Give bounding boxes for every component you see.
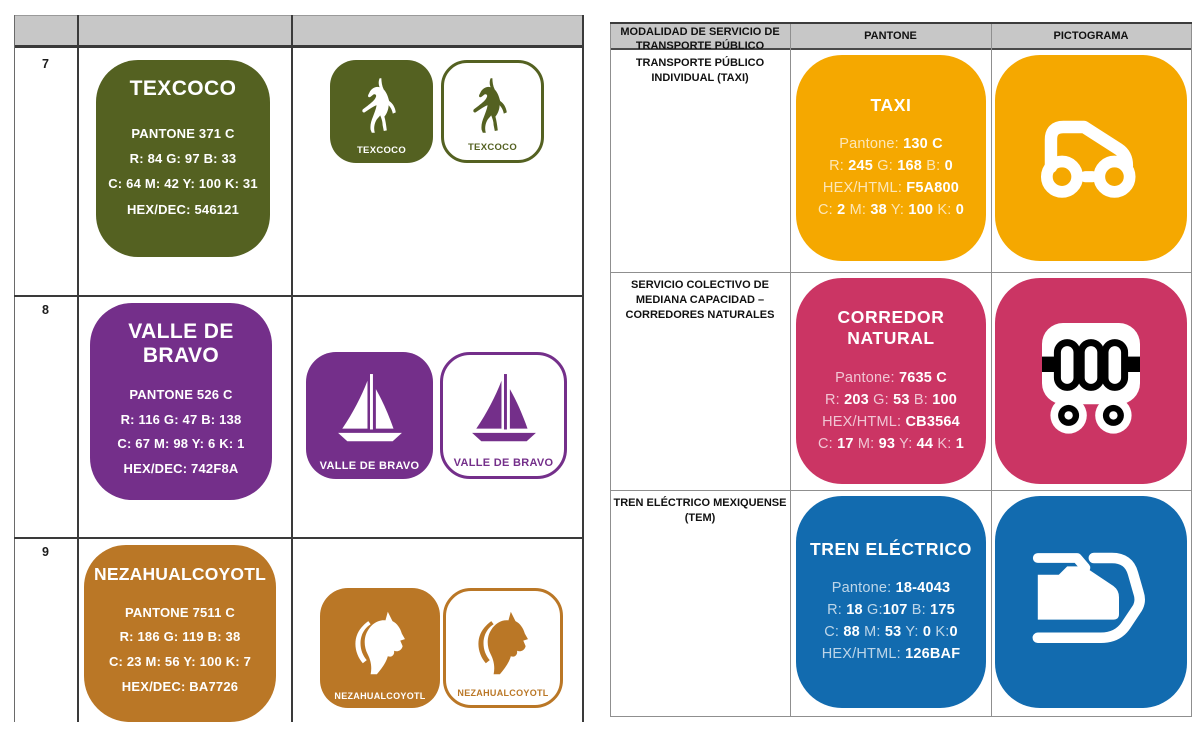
spec-cmyk: C: 88 M: 53 Y: 0 K:0 [824,624,958,641]
sailboat-icon [328,369,412,463]
pictogram-label: VALLE DE BRAVO [319,460,420,472]
table-border [1191,24,1192,717]
table-border [610,490,1192,491]
pictogram-label: NEZAHUALCOYOTL [457,688,549,698]
municipality-name: VALLE DE BRAVO [128,320,234,367]
municipal-colors-table [14,15,584,722]
natural-corridor-bus-icon [1021,309,1161,454]
taxi-pantone-card [796,55,986,261]
spec-cmyk: C: 67 M: 98 Y: 6 K: 1 [117,436,245,452]
taxi-car-icon [1022,87,1160,230]
spec-pantone: Pantone: 7635 C [835,370,947,387]
table-border [291,15,293,722]
table-border [77,15,79,722]
row-number: 7 [42,57,49,71]
color-specs [84,601,276,700]
spec-cmyk: C: 17 M: 93 Y: 44 K: 1 [817,436,965,453]
service-title: TREN ELÉCTRICO [809,538,972,559]
nezahualcoyotl-head-icon [464,604,542,692]
table-border [14,537,584,539]
nezahualcoyotl-pictogram-filled [320,588,440,708]
spec-rgb: R: 203 G: 53 B: 100 [825,392,957,409]
spec-hex: HEX/DEC: BA7726 [121,678,239,694]
header-pictograma: PICTOGRAMA [1053,30,1129,42]
color-specs [818,367,964,455]
pictogram-label: VALLE DE BRAVO [453,457,554,469]
municipality-name: NEZAHUALCOYOTL [94,564,266,584]
spec-pantone: PANTONE 526 C [129,387,233,403]
left-table-header-row [14,15,584,48]
valle-de-bravo-pictogram-outline [440,352,567,479]
tren-pictogram-tile [995,496,1187,708]
table-border [790,24,791,717]
spec-rgb: R: 245 G: 168 B: 0 [829,158,953,175]
transport-modalities-table [610,22,1192,717]
valle-de-bravo-color-card [90,303,272,500]
table-border [610,716,1192,717]
spec-rgb: R: 84 G: 97 B: 33 [129,150,237,166]
color-specs [822,577,961,665]
spec-hex: HEX/HTML: 126BAF [821,646,961,663]
nezahualcoyotl-pictogram-outline [443,588,563,708]
spec-hex: HEX/DEC: 742F8A [123,461,239,477]
color-specs [818,133,964,221]
valle-de-bravo-pictogram-filled [306,352,433,479]
spec-rgb: R: 18 G:107 B: 175 [827,602,955,619]
spec-hex: HEX/DEC: 546121 [126,201,240,217]
spec-rgb: R: 116 G: 47 B: 138 [120,411,242,427]
table-border [610,24,611,717]
header-pantone: PANTONE [864,30,917,42]
table-border [991,24,992,717]
service-title: TAXI [870,94,912,115]
electric-train-icon [1021,530,1161,675]
modality-corredor: SERVICIO COLECTIVO DE MEDIANA CAPACIDAD – CORREDORES NATURALES [625,279,775,321]
corredor-pantone-card [796,278,986,484]
table-border [610,272,1192,273]
modality-taxi: TRANSPORTE PÚBLICO INDIVIDUAL (TAXI) [635,57,765,84]
table-border [582,15,584,722]
horse-icon [463,77,523,147]
color-specs [90,383,272,482]
texcoco-pictogram-outline [441,60,544,163]
pictogram-label: NEZAHUALCOYOTL [334,691,426,701]
table-border [14,15,15,722]
row-number: 9 [42,545,49,559]
spec-pantone: PANTONE 7511 C [125,604,235,620]
texcoco-pictogram-filled [330,60,433,163]
municipality-name: TEXCOCO [129,77,237,100]
spec-cmyk: C: 23 M: 56 Y: 100 K: 7 [108,653,252,669]
spec-hex: HEX/HTML: CB3564 [822,414,960,431]
spec-hex: HEX/HTML: F5A800 [822,180,960,197]
spec-pantone: Pantone: 18-4043 [831,580,951,597]
color-specs [96,121,270,222]
spec-pantone: Pantone: 130 C [839,136,943,153]
pictogram-label: TEXCOCO [467,142,518,153]
horse-icon [352,77,412,147]
taxi-pictogram-tile [995,55,1187,261]
table-border [14,295,584,297]
nezahualcoyotl-head-icon [341,604,419,692]
header-modalidad: MODALIDAD DE SERVICIO DE TRANSPORTE PÚBLICO [620,26,780,52]
spec-pantone: PANTONE 371 C [131,125,235,141]
tren-pantone-card [796,496,986,708]
pictogram-label: TEXCOCO [356,145,407,156]
spec-cmyk: C: 2 M: 38 Y: 100 K: 0 [817,202,965,219]
row-number: 8 [42,303,49,317]
texcoco-color-card [96,60,270,257]
spec-rgb: R: 186 G: 119 B: 38 [119,629,241,645]
sailboat-icon [462,369,546,463]
modality-tren: TREN ELÉCTRICO MEXIQUENSE (TEM) [613,497,787,524]
service-title: CORREDOR NATURAL [837,306,945,349]
spec-cmyk: C: 64 M: 42 Y: 100 K: 31 [108,176,258,192]
nezahualcoyotl-color-card [84,545,276,722]
corredor-pictogram-tile [995,278,1187,484]
